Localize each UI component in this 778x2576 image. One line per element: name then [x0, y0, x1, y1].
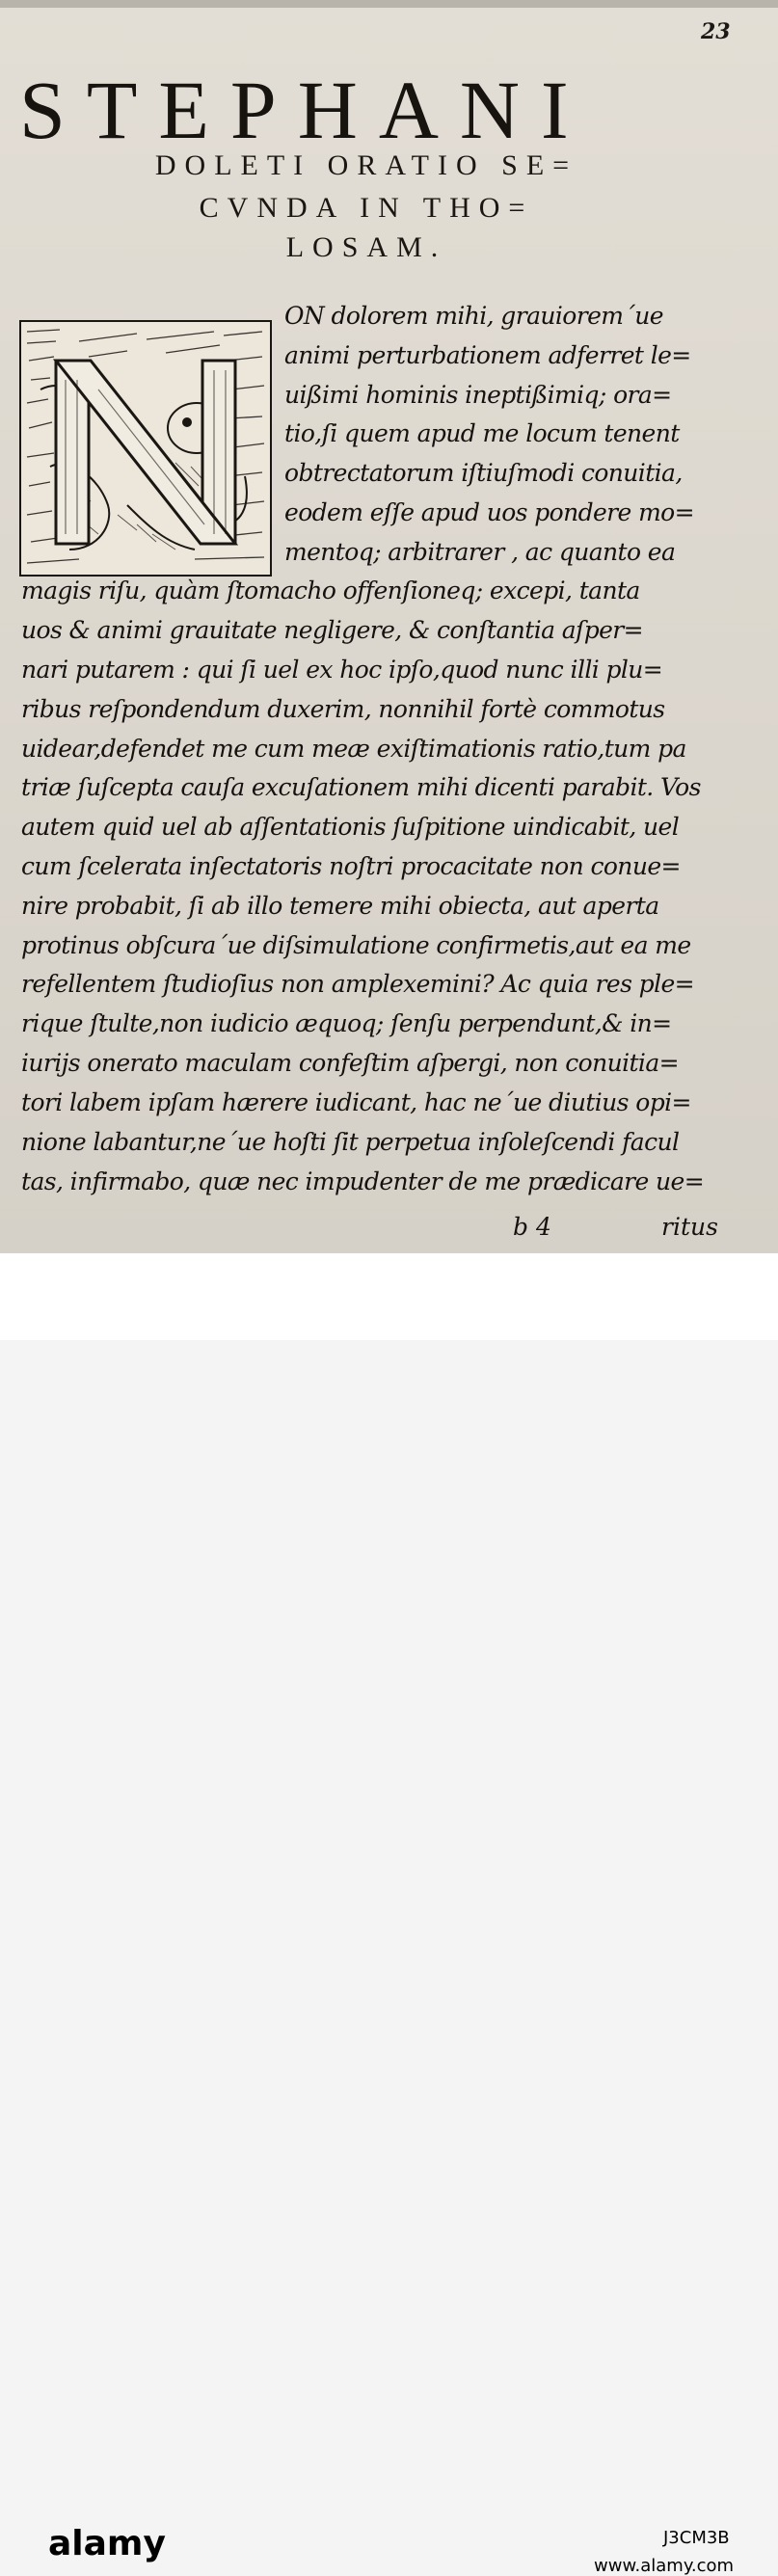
decorated-initial-n — [19, 320, 272, 577]
page-top-edge — [0, 0, 778, 8]
text-line: cum ſcelerata inſectatoris noſtri procacitate non conue= — [21, 852, 681, 880]
text-line: magis riſu, quàm ſtomacho offenſioneq; excepi, tanta — [21, 577, 640, 604]
text-line: animi perturbationem adferret le= — [284, 341, 691, 369]
catchword: ritus — [661, 1213, 718, 1241]
title-line-3: LOSAM. — [285, 231, 447, 263]
page-number: 23 — [701, 19, 731, 44]
text-line: tio,ſi quem apud me locum tenent — [284, 419, 680, 447]
title-line-1: DOLETI ORATIO SE= — [154, 149, 578, 181]
text-line: tori labem ipſam hærere iudicant, hac ne´ue diutius opi= — [21, 1088, 691, 1116]
title-line-2: CVNDA IN THO= — [199, 192, 534, 224]
woodcut-illustration — [21, 322, 270, 575]
text-line: autem quid uel ab aſſentationis ſuſpitione uindicabit, uel — [21, 813, 680, 841]
alamy-logo: alamy — [48, 2524, 166, 2563]
stock-footer — [0, 1253, 778, 2576]
text-line: eodem eſſe apud uos pondere mo= — [284, 498, 694, 526]
book-page — [0, 0, 778, 1253]
text-line: triæ ſuſcepta cauſa excuſationem mihi dicenti parabit. Vos — [21, 773, 701, 801]
image-id: J3CM3B — [663, 2528, 730, 2548]
text-line: nari putarem : qui ſi uel ex hoc ipſo,quod nunc illi plu= — [21, 656, 663, 684]
text-line: obtrectatorum iſtiuſmodi conuitia, — [284, 459, 683, 487]
text-line: protinus obſcura´ue diſsimulatione confirmetis,aut ea me — [21, 931, 691, 959]
text-line: nione labantur,ne´ue hoſti ſit perpetua inſoleſcendi facul — [21, 1128, 680, 1156]
text-line: tas, infirmabo, quæ nec impudenter de me prædicare ue= — [21, 1167, 705, 1195]
footer-url: www.alamy.com — [594, 2556, 735, 2576]
text-line: mentoq; arbitrarer , ac quanto ea — [284, 538, 676, 566]
text-line: uos & animi grauitate negligere, & conſtantia aſper= — [21, 616, 644, 644]
signature-mark: b 4 — [513, 1213, 551, 1241]
text-line: nire probabit, ſi ab illo temere mihi obiecta, aut aperta — [21, 892, 659, 920]
text-line: iurijs onerato maculam confeſtim aſpergi, non conuitia= — [21, 1049, 679, 1077]
text-line: refellentem ſtudioſius non amplexemini? Ac quia res ple= — [21, 970, 695, 998]
text-line: ribus reſpondendum duxerim, nonnihil fortè commotus — [21, 695, 665, 723]
text-line: uißimi hominis ineptißimiq; ora= — [284, 381, 672, 409]
text-line: rique ſtulte,non iudicio æquoq; ſenſu perpendunt,& in= — [21, 1009, 672, 1037]
text-line: ON dolorem mihi, grauiorem´ue — [284, 302, 663, 330]
title-main: STEPHANI — [19, 64, 590, 156]
text-line: uidear,defendet me cum meæ exiſtimationis ratio,tum pa — [21, 735, 686, 763]
